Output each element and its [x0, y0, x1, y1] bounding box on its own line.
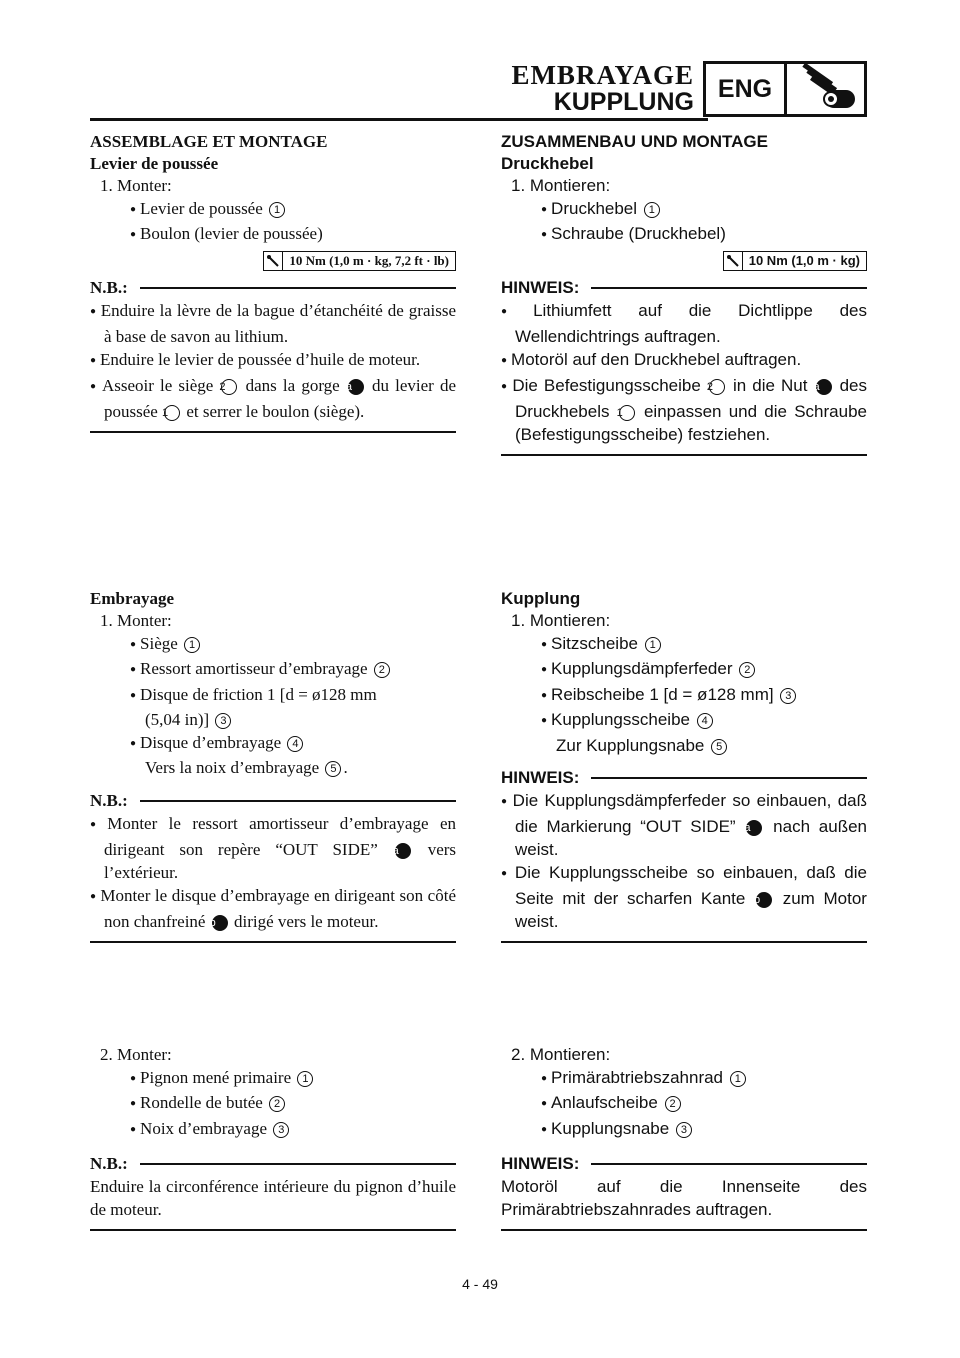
list-item: ● Ressort amortisseur d’embrayage 2 [90, 658, 456, 684]
note-text: Motoröl auf die Innenseite des Primärabtriebszahnrades auftragen. [501, 1177, 867, 1219]
fr-step: 2. Monter: [100, 1045, 172, 1064]
note-header: HINWEIS: [501, 767, 867, 789]
list-item: ● Kupplungsscheibe 4 [501, 709, 867, 735]
page-number: 4 - 49 [462, 1276, 498, 1292]
list-item-cont: (5,04 in)] 3 [90, 709, 456, 732]
torque-spec [90, 251, 456, 271]
de-section-kupplung [501, 588, 867, 943]
header-rule [90, 118, 708, 121]
de-step: 1. Montieren: [511, 611, 611, 630]
note-end-rule [90, 431, 456, 433]
fr-heading: ASSEMBLAGE ET MONTAGE [90, 132, 328, 151]
note-end-rule [90, 1229, 456, 1231]
note-item: ● Enduire la lèvre de la bague d’étanchéité de graisse à base de savon au lithium. [90, 299, 456, 348]
note-end-rule [501, 941, 867, 943]
note-item: ● Die Kupplungsscheibe so einbauen, daß die Seite mit der scharfen Kante b zum Motor weist. [501, 861, 867, 933]
list-item-cont: Vers la noix d’embrayage 5 . [145, 758, 348, 777]
de-section-primaer [501, 1044, 867, 1231]
fr-section-embrayage [90, 588, 456, 943]
list-item: ● Boulon (levier de poussée) [90, 223, 456, 249]
list-item: ● Kupplungsnabe 3 [501, 1118, 867, 1144]
list-item: ● Rondelle de butée 2 [90, 1092, 456, 1118]
torque-wrench-icon [264, 252, 283, 270]
note-item: ● Die Kupplungsdämpferfeder so einbauen, daß die Markierung “OUT SIDE” a nach außen weist. [501, 789, 867, 861]
fr-section-pignon [90, 1044, 456, 1231]
engine-wrench-icon [787, 61, 867, 117]
list-item: ● Anlaufscheibe 2 [501, 1092, 867, 1118]
note-item: ● Monter le disque d’embrayage en dirigeant son côté non chanfreiné b dirigé vers le moteur. [90, 884, 456, 933]
fr-step: 1. Monter: [100, 611, 172, 630]
list-item: ● Druckhebel 1 [501, 198, 867, 224]
de-section-druckhebel [501, 131, 867, 456]
de-subheading: Kupplung [501, 589, 581, 608]
note-header: N.B.: [90, 277, 456, 299]
note-item: ● Monter le ressort amortisseur d’embrayage en dirigeant son repère “OUT SIDE” a vers l’extérieur. [90, 812, 456, 884]
section-badge: ENG [703, 61, 787, 117]
list-item: ● Disque d’embrayage 4 [90, 732, 456, 758]
fr-step: 1. Monter: [100, 176, 172, 195]
header-title-de: KUPPLUNG [553, 88, 694, 116]
list-item: ● Schraube (Druckhebel) [501, 223, 867, 249]
list-item: ● Reibscheibe 1 [d = ø128 mm] 3 [501, 684, 867, 710]
note-item: ● Motoröl auf den Druckhebel auftragen. [501, 348, 867, 374]
note-item: ● Enduire le levier de poussée d’huile de moteur. [90, 348, 456, 374]
list-item: ● Noix d’embrayage 3 [90, 1118, 456, 1144]
torque-value: 10 Nm (1,0 m · kg) [748, 253, 860, 268]
list-item: ● Sitzscheibe 1 [501, 633, 867, 659]
list-item-cont: Zur Kupplungsnabe 5 [501, 735, 867, 758]
de-subheading: Druckhebel [501, 154, 594, 173]
note-header: N.B.: [90, 1153, 456, 1175]
list-item: ● Levier de poussée 1 [90, 198, 456, 224]
fr-subheading: Embrayage [90, 589, 175, 608]
fr-subheading: Levier de poussée [90, 154, 219, 173]
de-heading: ZUSAMMENBAU UND MONTAGE [501, 132, 768, 151]
de-step: 1. Montieren: [511, 176, 611, 195]
note-text: Enduire la circonférence intérieure du pignon d’huile de moteur. [90, 1177, 456, 1219]
torque-spec [501, 251, 867, 271]
note-end-rule [90, 941, 456, 943]
fr-section-levier [90, 131, 456, 433]
note-header: HINWEIS: [501, 1153, 867, 1175]
torque-value: 10 Nm (1,0 m · kg, 7,2 ft · lb) [289, 252, 449, 268]
note-item: ● Lithiumfett auf die Dichtlippe des Wellendichtrings auftragen. [501, 299, 867, 348]
torque-wrench-icon [724, 252, 743, 270]
header-title-fr: EMBRAYAGE [511, 60, 694, 90]
de-step: 2. Montieren: [511, 1045, 611, 1064]
list-item: ● Primärabtriebszahnrad 1 [501, 1067, 867, 1093]
note-item: ● Asseoir le siège 2 dans la gorge a du levier de poussée 1 et serrer le boulon (siège). [90, 374, 456, 423]
note-item: ● Die Befestigungsscheibe 2 in die Nut a des Druckhebels 1 einpassen und die Schraube (Befestigungsscheibe) festziehen. [501, 374, 867, 446]
list-item: ● Disque de friction 1 [d = ø128 mm [90, 684, 456, 710]
list-item: ● Siège 1 [90, 633, 456, 659]
note-end-rule [501, 454, 867, 456]
note-header: N.B.: [90, 790, 456, 812]
note-end-rule [501, 1229, 867, 1231]
note-header: HINWEIS: [501, 277, 867, 299]
list-item: ● Pignon mené primaire 1 [90, 1067, 456, 1093]
list-item: ● Kupplungsdämpferfeder 2 [501, 658, 867, 684]
